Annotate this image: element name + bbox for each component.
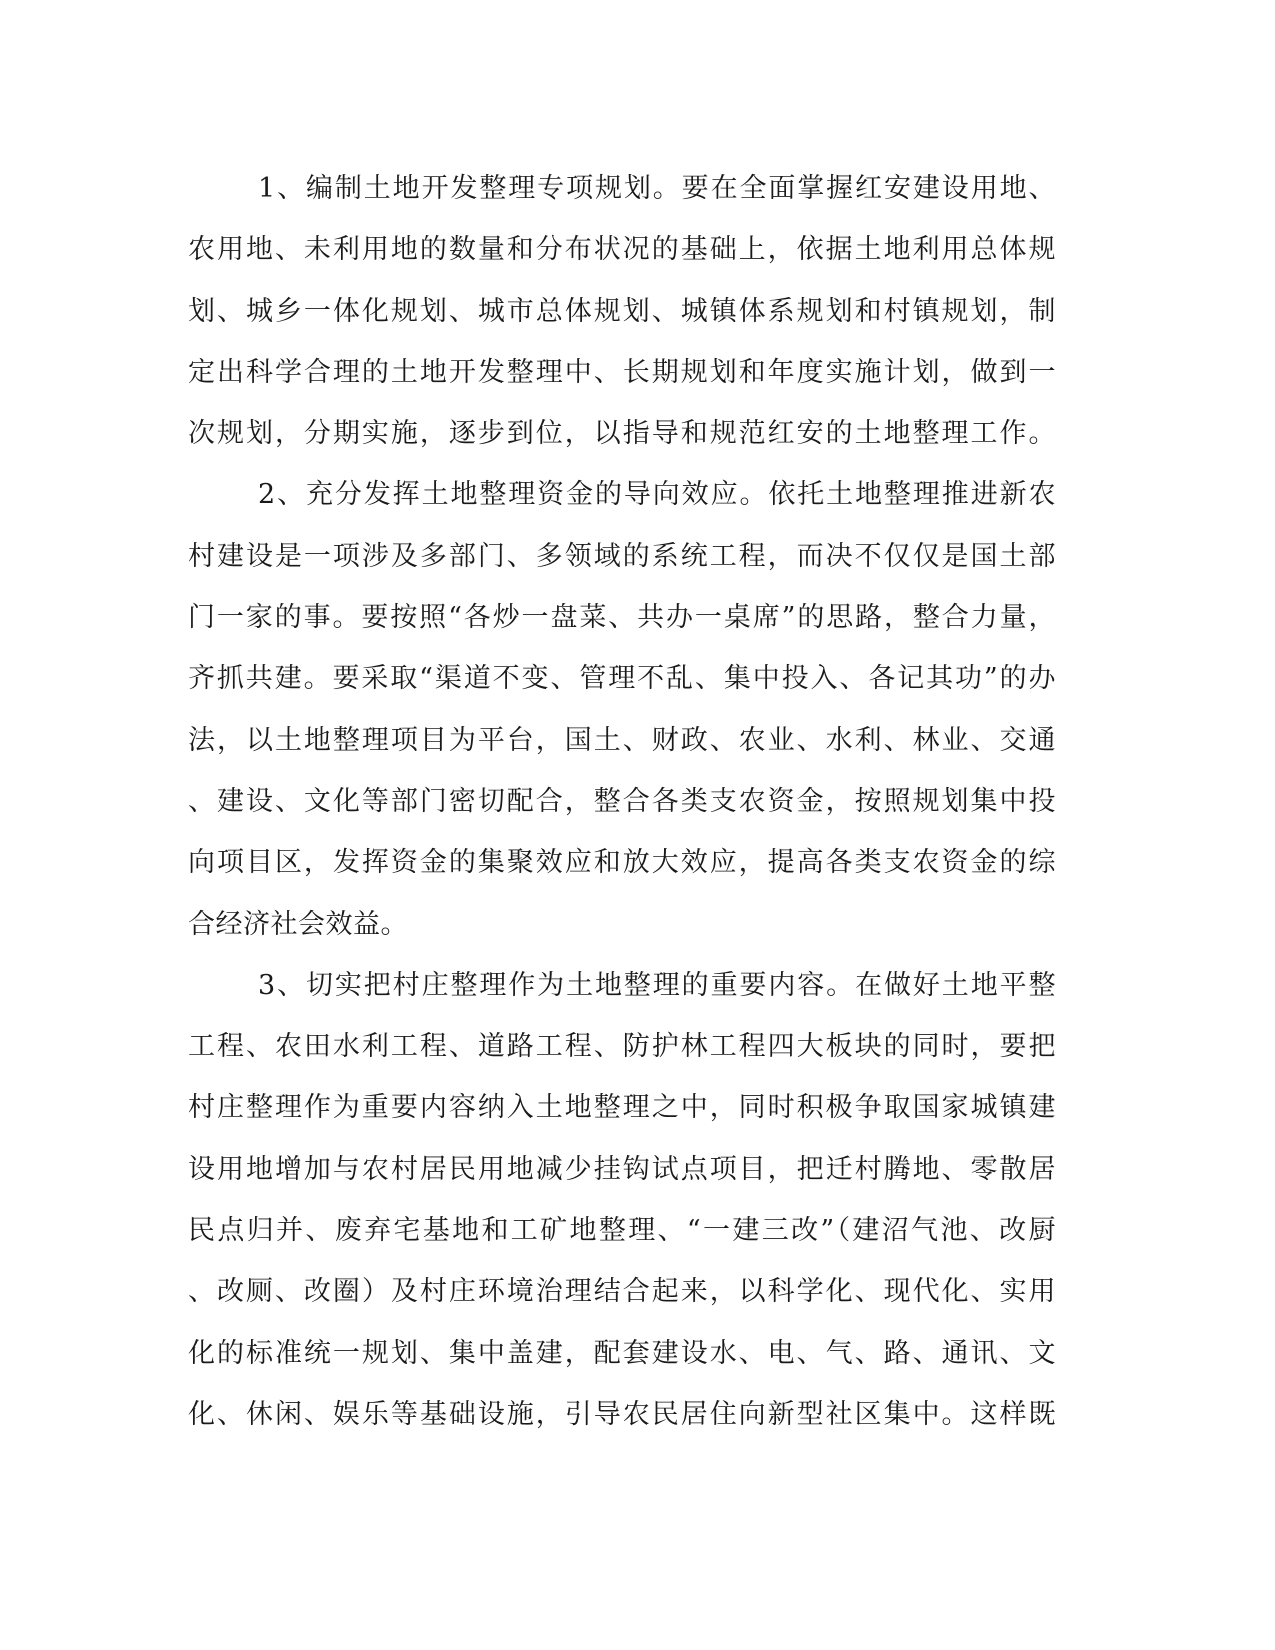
paragraph-line: 村建设是一项涉及多部门、多领域的系统工程，而决不仅仅是国土部 [188,540,1056,572]
paragraph-line: 定出科学合理的土地开发整理中、长期规划和年度实施计划，做到一 [188,356,1056,388]
body-text [188,158,1056,1445]
paragraph-line: 化、休闲、娱乐等基础设施，引导农民居住向新型社区集中。这样既 [188,1398,1056,1430]
paragraph-line: 次规划，分期实施，逐步到位，以指导和规范红安的土地整理工作。 [188,418,1056,450]
paragraph-line: 向项目区，发挥资金的集聚效应和放大效应，提高各类支农资金的综 [188,847,1056,879]
paragraph-3 [188,955,1056,1445]
paragraph-line: 1、编制土地开发整理专项规划。要在全面掌握红安建设用地、 [258,173,1056,204]
paragraph-line: 、建设、文化等部门密切配合，整合各类支农资金，按照规划集中投 [188,785,1056,817]
paragraph-line: 村庄整理作为重要内容纳入土地整理之中，同时积极争取国家城镇建 [188,1092,1056,1124]
paragraph-line: 合经济社会效益。 [188,908,408,940]
paragraph-line: 划、城乡一体化规划、城市总体规划、城镇体系规划和村镇规划，制 [188,295,1056,327]
paragraph-line: 农用地、未利用地的数量和分布状况的基础上，依据土地利用总体规 [188,234,1056,266]
paragraph-line: 工程、农田水利工程、道路工程、防护林工程四大板块的同时，要把 [188,1031,1056,1063]
paragraph-line: 民点归并、废弃宅基地和工矿地整理、“一建三改”（建沼气池、改厨 [188,1215,1056,1247]
paragraph-2 [188,464,1056,954]
paragraph-line: 3、切实把村庄整理作为土地整理的重要内容。在做好土地平整 [258,969,1056,1001]
paragraph-line: 2、充分发挥土地整理资金的导向效应。依托土地整理推进新农 [258,479,1056,511]
paragraph-line: 、改厕、改圈）及村庄环境治理结合起来，以科学化、现代化、实用 [188,1276,1056,1308]
paragraph-line: 法，以土地整理项目为平台，国土、财政、农业、水利、林业、交通 [188,724,1056,756]
paragraph-line: 设用地增加与农村居民用地减少挂钩试点项目，把迁村腾地、零散居 [188,1153,1056,1185]
paragraph-line: 化的标准统一规划、集中盖建，配套建设水、电、气、路、通讯、文 [188,1337,1056,1369]
paragraph-1 [188,158,1056,464]
paragraph-line: 齐抓共建。要采取“渠道不变、管理不乱、集中投入、各记其功”的办 [188,663,1056,695]
paragraph-line: 门一家的事。要按照“各炒一盘菜、共办一桌席”的思路，整合力量， [188,602,1056,634]
